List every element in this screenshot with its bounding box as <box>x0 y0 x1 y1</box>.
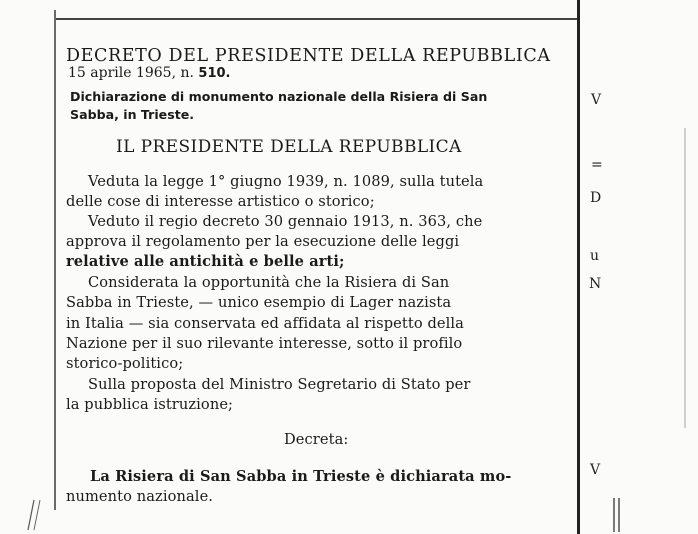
decree-date-prefix: 15 aprile 1965, n. <box>68 65 199 81</box>
final-line: La Risiera di San Sabba in Trieste è dichiarata mo- <box>90 468 512 485</box>
body-line: Veduta la legge 1° giugno 1939, n. 1089, sulla tutela <box>88 173 484 190</box>
decree-subtitle-line-2: Sabba, in Trieste. <box>70 107 195 122</box>
scan-marks-right <box>608 492 628 532</box>
section-heading: IL PRESIDENTE DELLA REPUBBLICA <box>116 137 462 157</box>
margin-mark: V <box>590 462 601 478</box>
final-line: numento nazionale. <box>66 488 214 505</box>
scan-artifact-line <box>684 128 686 428</box>
decree-subtitle-line-1: Dichiarazione di monumento nazionale della Risiera di San <box>70 89 488 104</box>
decreta-heading: Decreta: <box>284 431 349 448</box>
decree-number: 510. <box>198 66 231 81</box>
margin-mark: D <box>590 190 602 206</box>
margin-mark: u <box>590 248 600 264</box>
body-line: Sabba in Trieste, — unico esempio di Lager nazista <box>66 294 452 311</box>
body-line: Veduto il regio decreto 30 gennaio 1913, n. 363, che <box>88 213 483 230</box>
body-line: delle cose di interesse artistico o storico; <box>66 193 375 210</box>
margin-mark: = <box>591 157 603 173</box>
body-line: storico-politico; <box>66 355 184 372</box>
body-line: la pubblica istruzione; <box>66 396 234 413</box>
decree-date <box>68 65 230 81</box>
body-line: Nazione per il suo rilevante interesse, sotto il profilo <box>66 335 463 352</box>
scan-marks-left <box>20 492 50 532</box>
top-border-line <box>54 18 578 20</box>
body-line: Considerata la opportunità che la Risiera di San <box>88 274 450 291</box>
left-border-line <box>54 10 56 510</box>
body-line: relative alle antichità e belle arti; <box>66 253 345 270</box>
right-column-rule <box>577 0 580 534</box>
body-line: Sulla proposta del Ministro Segretario di Stato per <box>88 376 471 393</box>
margin-mark: N <box>589 276 602 292</box>
decree-title: DECRETO DEL PRESIDENTE DELLA REPUBBLICA <box>66 46 551 66</box>
margin-mark: V <box>591 92 602 108</box>
body-line: in Italia — sia conservata ed affidata al rispetto della <box>66 315 464 332</box>
body-line: approva il regolamento per la esecuzione delle leggi <box>66 233 460 250</box>
